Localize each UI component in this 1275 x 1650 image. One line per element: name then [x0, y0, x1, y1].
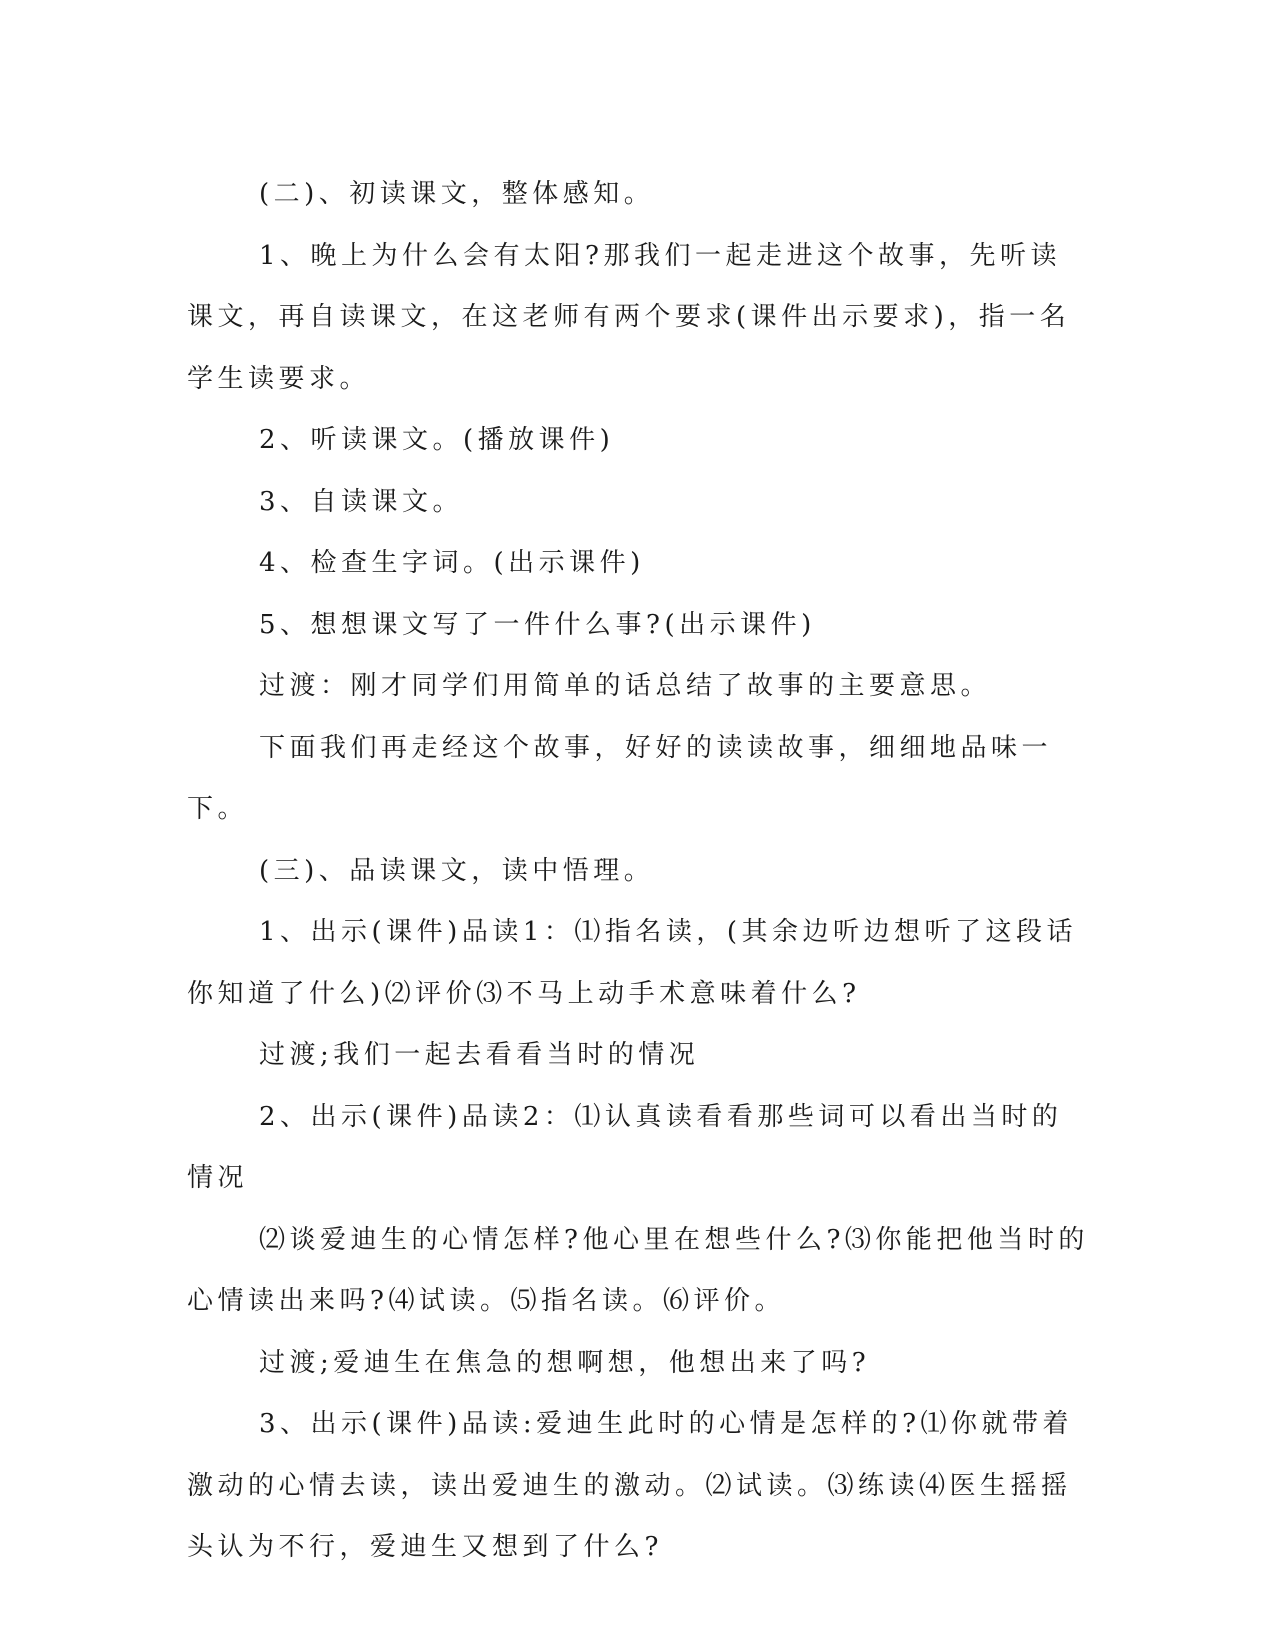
paragraph-reading-3: 3、出示(课件)品读:爱迪生此时的心情是怎样的?⑴你就带着激动的心情去读，读出爱迪生的激动。⑵试读。⑶练读⑷医生摇摇头认为不行，爱迪生又想到了什么? — [187, 1409, 1074, 1562]
paragraph-reading-2-questions: ⑵谈爱迪生的心情怎样?他心里在想些什么?⑶你能把他当时的心情读出来吗?⑷试读。⑸指名读。⑹评价。 — [187, 1224, 1089, 1316]
document-body — [187, 164, 1089, 1579]
paragraph-step-4: 4、检查生字词。(出示课件) — [259, 548, 645, 578]
section-heading-2: (二)、初读课文，整体感知。 — [259, 179, 655, 209]
paragraph-transition-4: 过渡;爱迪生在焦急的想啊想，他想出来了吗? — [259, 1347, 871, 1378]
paragraph-reading-1: 1、出示(课件)品读1：⑴指名读，(其余边听边想听了这段话你知道了什么)⑵评价⑶不马上动手术意味着什么? — [187, 917, 1078, 1009]
paragraph-transition-3: 过渡;我们一起去看看当时的情况 — [259, 1040, 700, 1070]
paragraph-step-1: 1、晚上为什么会有太阳?那我们一起走进这个故事，先听读课文，再自读课文，在这老师有两个要求(课件出示要求)，指一名学生读要求。 — [187, 240, 1071, 394]
paragraph-step-5: 5、想想课文写了一件什么事?(出示课件) — [259, 609, 816, 640]
paragraph-transition-1: 过渡：刚才同学们用简单的话总结了故事的主要意思。 — [259, 671, 992, 701]
paragraph-transition-2: 下面我们再走经这个故事，好好的读读故事，细细地品味一下。 — [187, 732, 1053, 824]
paragraph-reading-2: 2、出示(课件)品读2：⑴认真读看看那些词可以看出当时的情况 — [187, 1101, 1063, 1193]
paragraph-step-3: 3、自读课文。 — [259, 486, 464, 517]
section-heading-3: (三)、品读课文，读中悟理。 — [259, 855, 655, 886]
paragraph-step-2: 2、听读课文。(播放课件) — [259, 425, 615, 455]
